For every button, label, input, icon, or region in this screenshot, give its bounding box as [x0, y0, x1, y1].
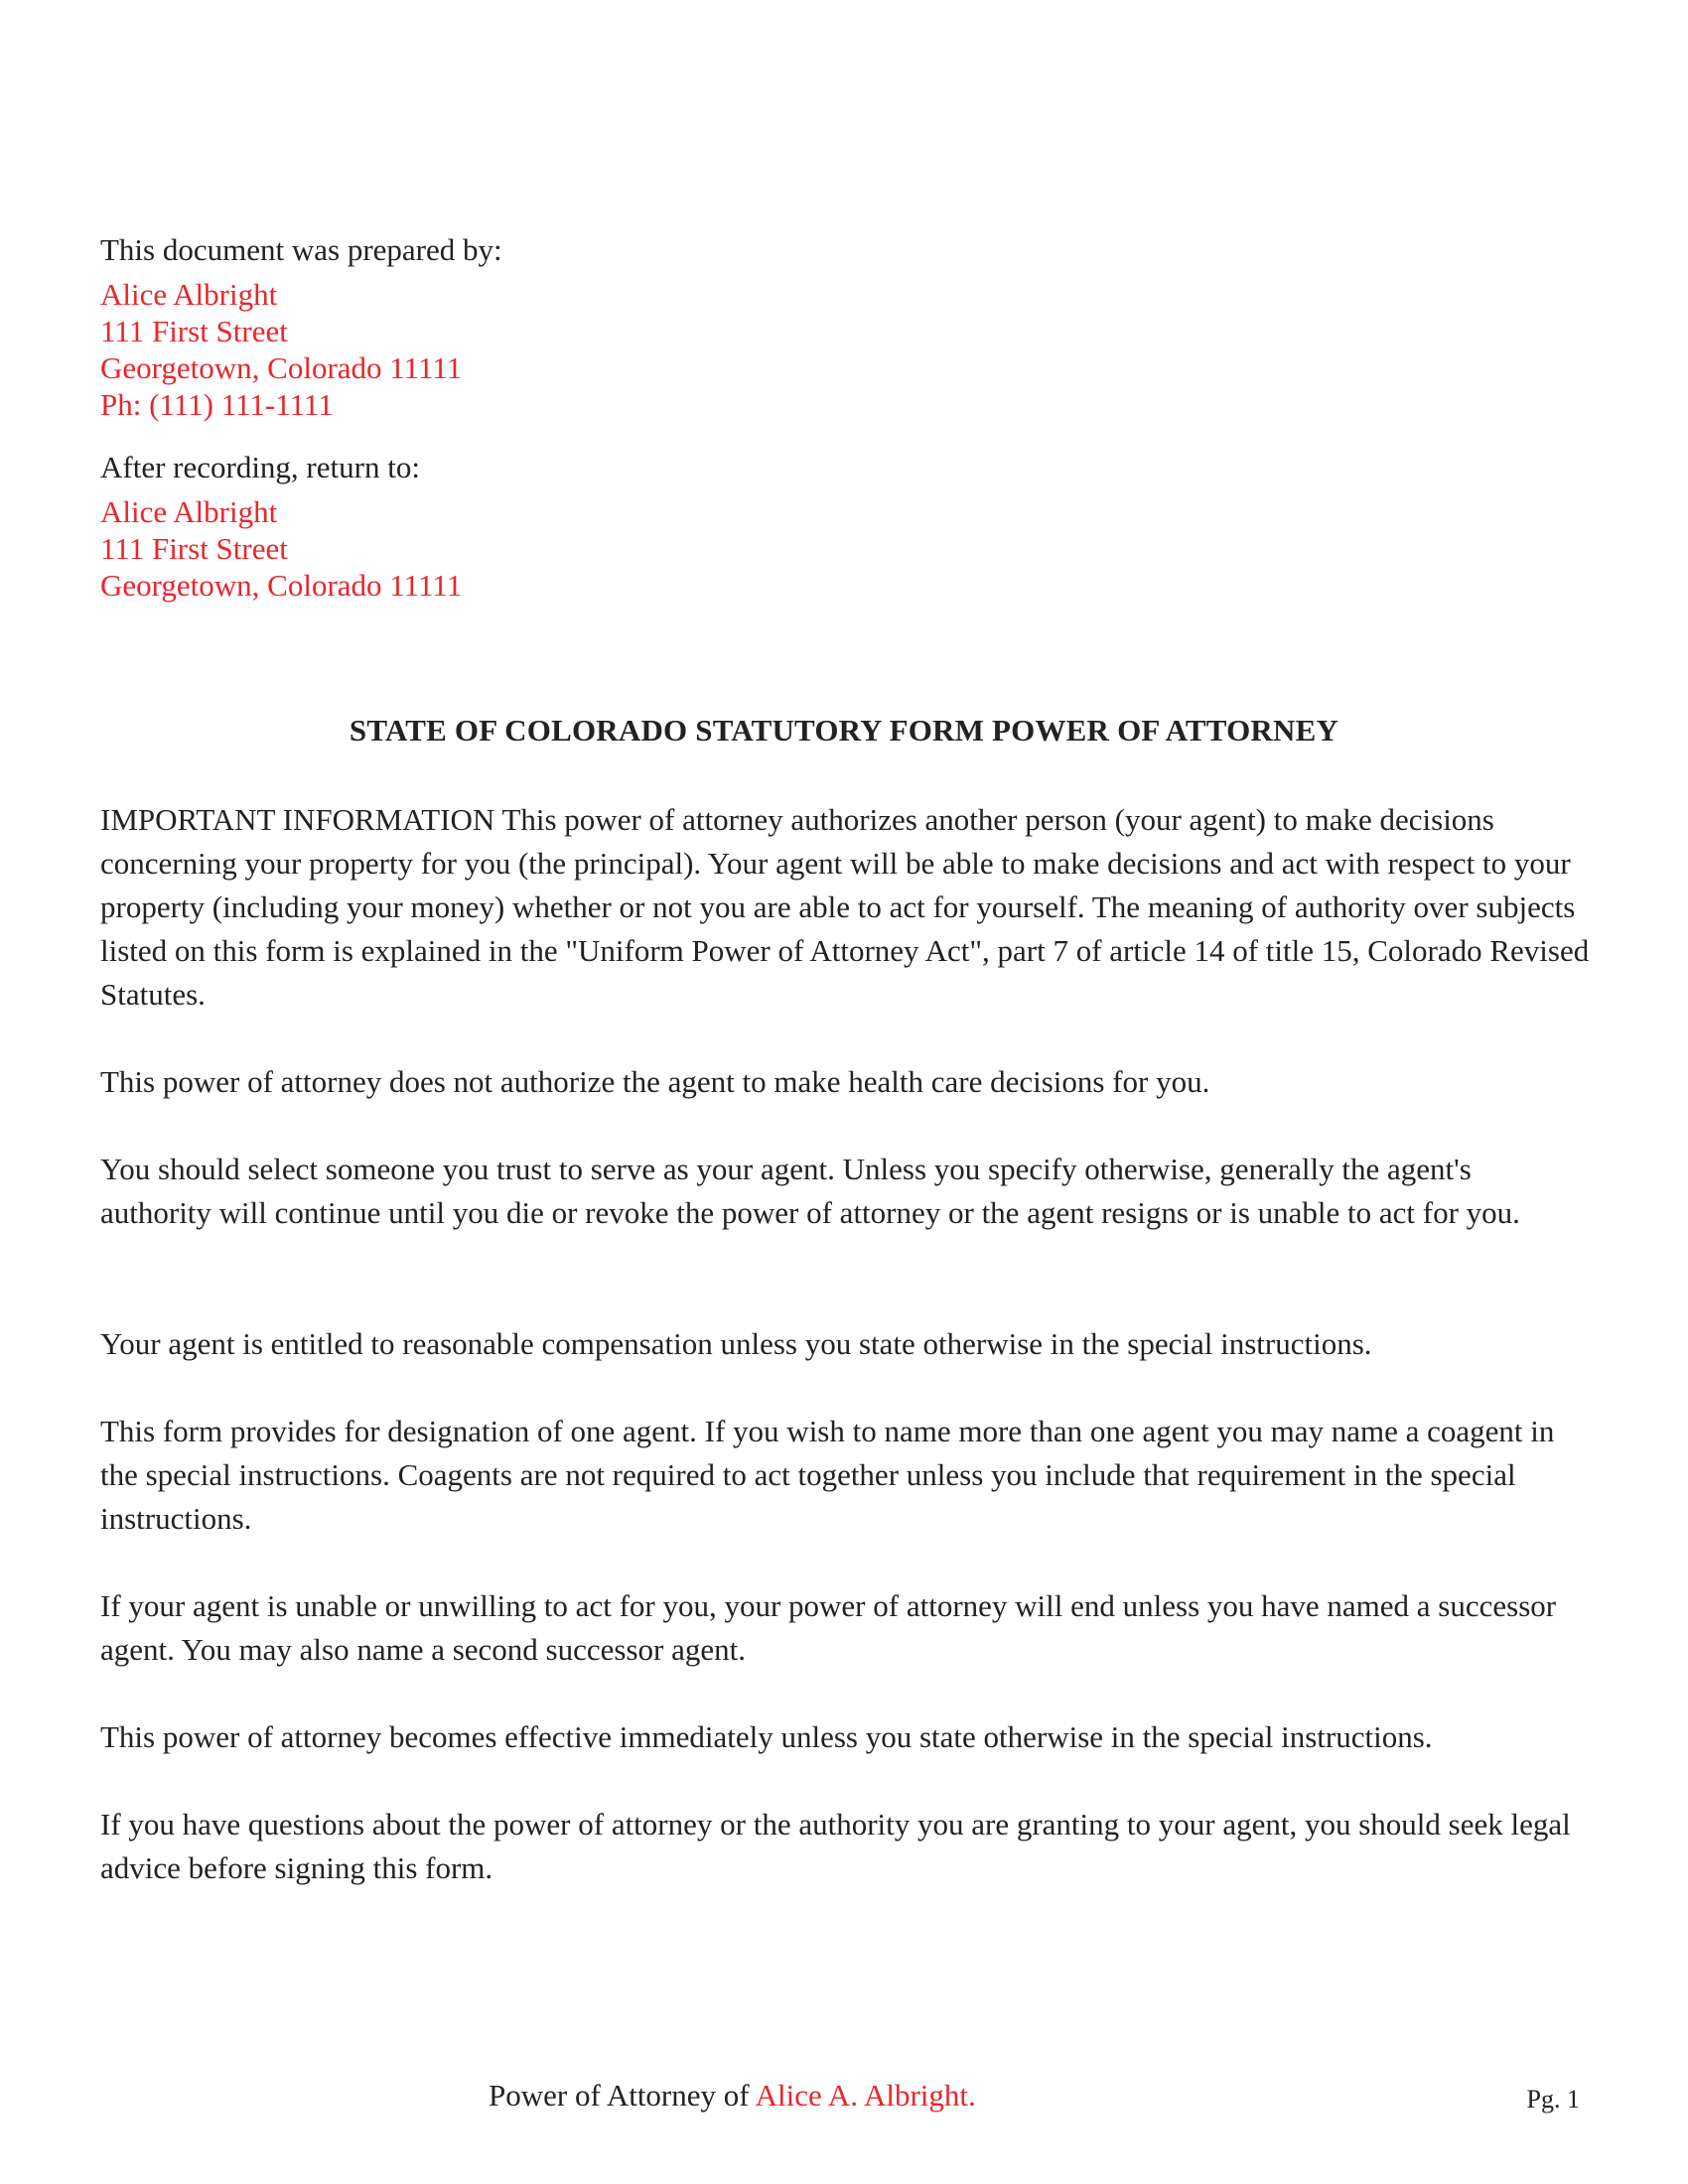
- page-number: Pg. 1: [1526, 2085, 1580, 2114]
- footer-prefix: Power of Attorney of: [489, 2078, 750, 2113]
- prepared-by-city: Georgetown, Colorado 11111: [100, 350, 463, 385]
- return-to-name: Alice Albright: [100, 494, 278, 529]
- return-to-label: After recording, return to:: [100, 450, 420, 484]
- footer-principal-name: Alice A. Albright.: [755, 2078, 976, 2113]
- paragraph-important-information: IMPORTANT INFORMATION This power of attorney authorizes another person (your agent) to make decisions concerning your property for you (the principal). Your agent will be able to make decisions and act with respect to your property (including your money) whether or not you are able to act for yourself. The meaning of authority over subjects listed on this form is explained in the "Uniform Power of Attorney Act", part 7 of article 14 of title 15, Colorado Revised Statutes.: [100, 802, 1590, 1012]
- paragraph-health-care: This power of attorney does not authorize the agent to make health care decisions for you.: [100, 1064, 1210, 1099]
- paragraph-effective: This power of attorney becomes effective immediately unless you state otherwise in the special instructions.: [100, 1719, 1433, 1754]
- footer-title: [489, 2077, 976, 2114]
- paragraph-successor-agent: If your agent is unable or unwilling to act for you, your power of attorney will end unless you have named a successor agent. You may also name a second successor agent.: [100, 1588, 1557, 1667]
- prepared-by-street: 111 First Street: [100, 314, 288, 348]
- paragraph-legal-advice: If you have questions about the power of attorney or the authority you are granting to your agent, you should seek legal advice before signing this form.: [100, 1807, 1571, 1885]
- prepared-by-name: Alice Albright: [100, 277, 278, 312]
- return-to-street: 111 First Street: [100, 531, 288, 566]
- document-title: STATE OF COLORADO STATUTORY FORM POWER OF ATTORNEY: [349, 713, 1339, 748]
- paragraph-select-agent: You should select someone you trust to serve as your agent. Unless you specify otherwise, generally the agent's authority will continue until you die or revoke the power of attorney or the agent resigns or is unable to act for you.: [100, 1152, 1520, 1230]
- prepared-by-address: [100, 276, 462, 423]
- prepared-by-label: This document was prepared by:: [100, 232, 502, 267]
- paragraph-coagent: This form provides for designation of one agent. If you wish to name more than one agent you may name a coagent in the special instructions. Coagents are not required to act together unless you include that requirement in the special instructions.: [100, 1414, 1555, 1536]
- return-to-city: Georgetown, Colorado 11111: [100, 568, 463, 603]
- paragraph-compensation: Your agent is entitled to reasonable compensation unless you state otherwise in the special instructions.: [100, 1326, 1372, 1361]
- return-to-address: [100, 493, 462, 604]
- prepared-by-phone: Ph: (111) 111-1111: [100, 387, 334, 422]
